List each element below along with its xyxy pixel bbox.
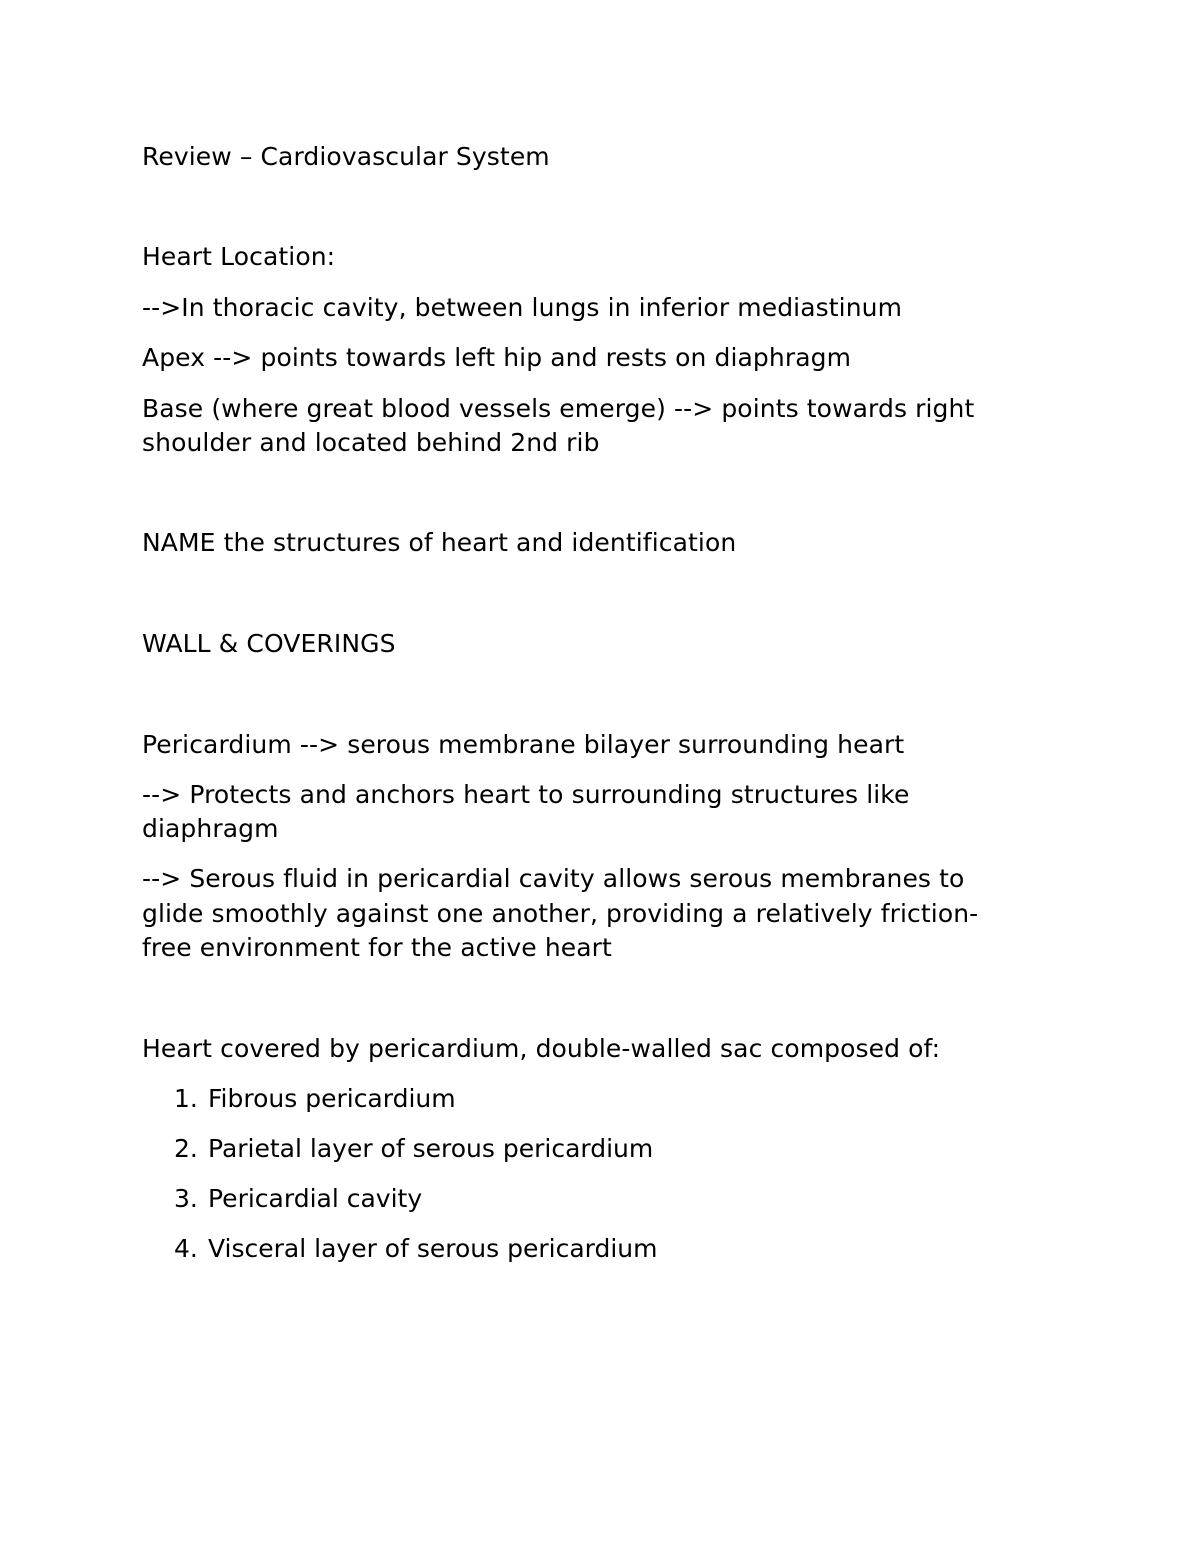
list-text: Pericardial cavity <box>208 1184 423 1213</box>
list-item <box>174 1182 422 1216</box>
location-line-thoracic: -->In thoracic cavity, between lungs in inferior mediastinum <box>142 293 903 322</box>
list-number: 2. <box>174 1134 198 1163</box>
list-number: 1. <box>174 1084 198 1113</box>
serous-fluid-line-1: --> Serous fluid in pericardial cavity allows serous membranes to <box>142 864 965 893</box>
protects-line-2: diaphragm <box>142 814 279 843</box>
serous-fluid-line-3: free environment for the active heart <box>142 933 612 962</box>
list-item <box>174 1132 653 1166</box>
pericardium-line: Pericardium --> serous membrane bilayer surrounding heart <box>142 730 905 759</box>
covered-intro-line: Heart covered by pericardium, double-walled sac composed of: <box>142 1034 941 1063</box>
name-structures-line: NAME the structures of heart and identification <box>142 528 737 557</box>
list-item <box>174 1082 456 1116</box>
list-item <box>174 1232 658 1266</box>
document-title: Review – Cardiovascular System <box>142 142 550 171</box>
list-number: 4. <box>174 1234 198 1263</box>
list-number: 3. <box>174 1184 198 1213</box>
location-line-base-2: shoulder and located behind 2nd rib <box>142 428 600 457</box>
list-text: Visceral layer of serous pericardium <box>208 1234 658 1263</box>
location-line-base-1: Base (where great blood vessels emerge) --> points towards right <box>142 394 975 423</box>
location-line-apex: Apex --> points towards left hip and rests on diaphragm <box>142 343 852 372</box>
wall-coverings-heading: WALL & COVERINGS <box>142 629 396 658</box>
list-text: Parietal layer of serous pericardium <box>208 1134 654 1163</box>
serous-fluid-line-2: glide smoothly against one another, providing a relatively friction- <box>142 899 979 928</box>
protects-line-1: --> Protects and anchors heart to surrounding structures like <box>142 780 910 809</box>
list-text: Fibrous pericardium <box>208 1084 456 1113</box>
heart-location-heading: Heart Location: <box>142 242 336 271</box>
